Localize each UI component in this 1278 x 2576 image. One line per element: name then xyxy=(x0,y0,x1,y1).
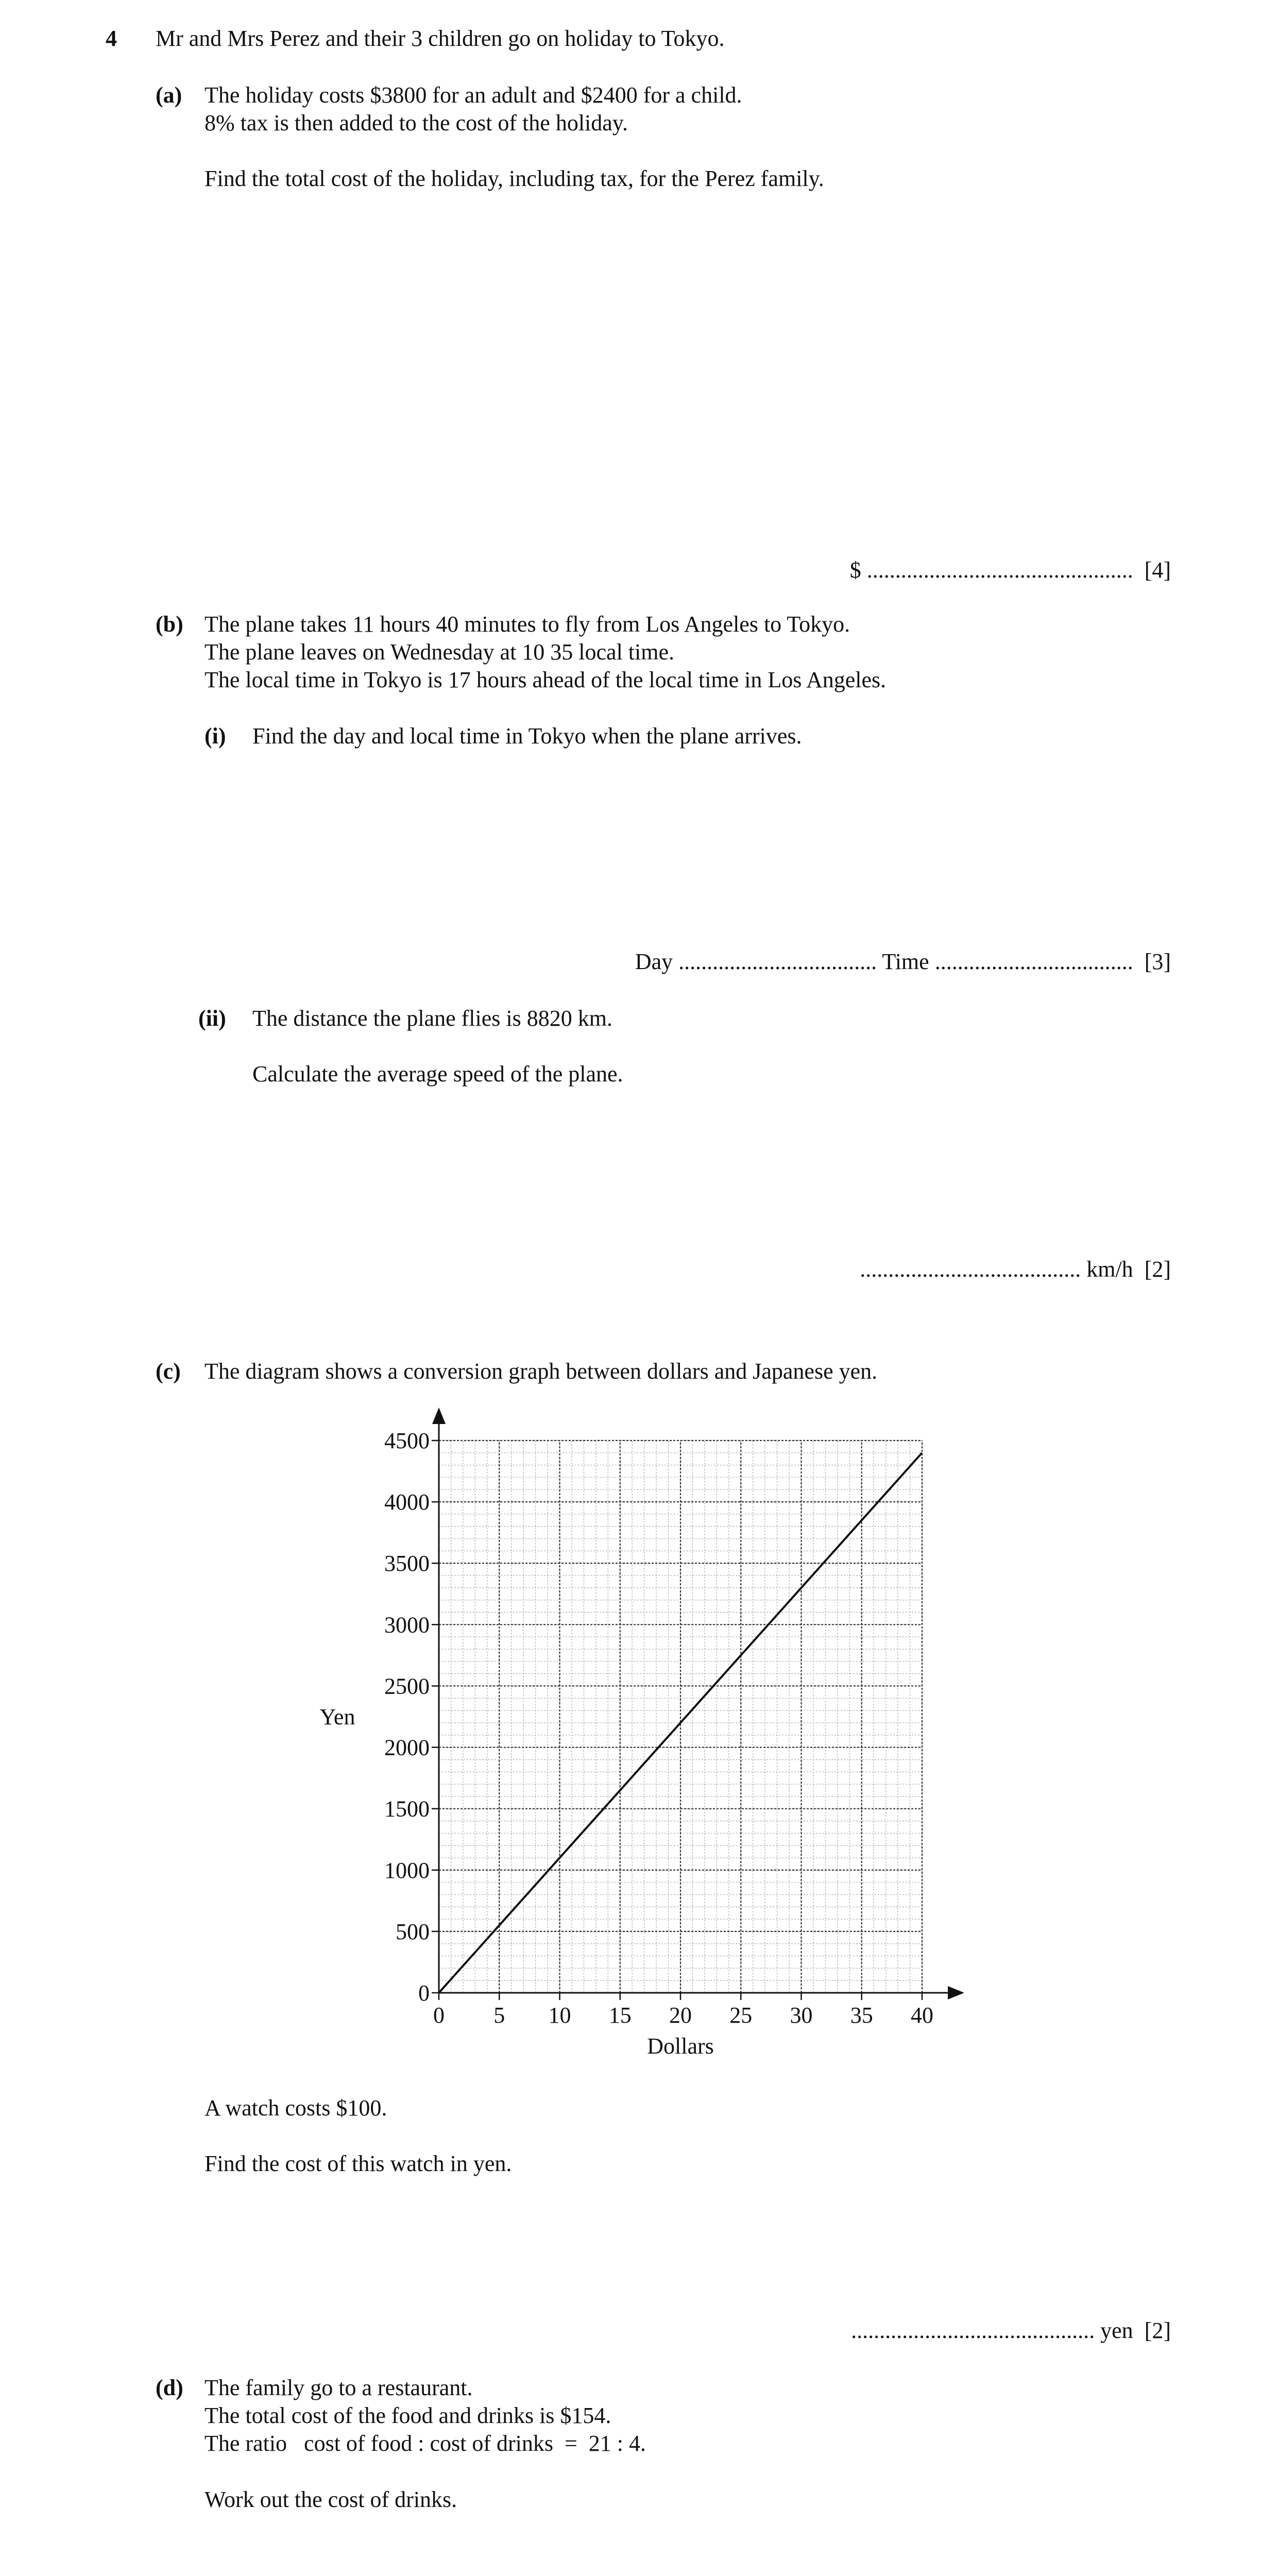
conversion-graph xyxy=(299,1401,1020,2071)
time-answer-space[interactable]: ................................... xyxy=(934,949,1133,974)
x-tick-label: 15 xyxy=(608,2003,632,2028)
y-tick-label: 2000 xyxy=(384,1735,430,1760)
question-number: 4 xyxy=(106,26,117,51)
x-tick-label: 25 xyxy=(729,2003,753,2028)
part-a-answer-line xyxy=(850,556,1171,584)
answer-space[interactable]: ............................................... xyxy=(866,557,1133,583)
part-a-label: (a) xyxy=(156,82,182,108)
x-axis-label: Dollars xyxy=(647,2033,714,2059)
part-a-task: Find the total cost of the holiday, including tax, for the Perez family. xyxy=(205,166,824,191)
answer-space[interactable]: ........................................... xyxy=(851,2318,1095,2343)
unit: km/h xyxy=(1086,1257,1133,1282)
part-c-label: (c) xyxy=(156,1359,181,1384)
part-b-i-label: (i) xyxy=(205,723,226,749)
x-tick-label: 5 xyxy=(493,2003,505,2028)
marks: [4] xyxy=(1144,557,1171,583)
part-b-ii-task: Calculate the average speed of the plane. xyxy=(252,1061,623,1087)
part-b-label: (b) xyxy=(156,612,183,637)
y-tick-label: 3000 xyxy=(384,1612,430,1638)
y-tick-label: 1500 xyxy=(384,1796,430,1822)
part-b-i-task: Find the day and local time in Tokyo when the plane arrives. xyxy=(252,723,802,749)
x-tick-label: 30 xyxy=(790,2003,813,2028)
y-tick-label: 3500 xyxy=(384,1551,430,1577)
part-b-ii-label: (ii) xyxy=(198,1006,226,1031)
part-d-line-3: The ratio cost of food : cost of drinks = 21 : 4. xyxy=(205,2431,646,2456)
x-axis-arrow xyxy=(948,1986,964,1999)
y-tick-label: 4500 xyxy=(384,1428,430,1453)
part-c-line: A watch costs $100. xyxy=(205,2095,387,2121)
part-c-intro: The diagram shows a conversion graph between dollars and Japanese yen. xyxy=(205,1359,878,1384)
marks: [2] xyxy=(1144,2318,1171,2343)
part-b-line-1: The plane takes 11 hours 40 minutes to fly from Los Angeles to Tokyo. xyxy=(205,612,850,637)
x-tick-label: 35 xyxy=(850,2003,873,2028)
ticks xyxy=(384,1428,933,2028)
day-label: Day xyxy=(635,949,673,974)
part-b-ii-line: The distance the plane flies is 8820 km. xyxy=(252,1006,612,1031)
part-c-task: Find the cost of this watch in yen. xyxy=(205,2151,512,2176)
x-tick-label: 0 xyxy=(433,2003,445,2028)
marks: [2] xyxy=(1144,1257,1171,1282)
question-intro: Mr and Mrs Perez and their 3 children go on holiday to Tokyo. xyxy=(156,26,725,51)
y-tick-label: 4000 xyxy=(384,1489,430,1515)
answer-prefix: $ xyxy=(849,557,861,583)
part-a-line-2: 8% tax is then added to the cost of the holiday. xyxy=(205,110,628,135)
part-b-ii-answer-line xyxy=(860,1256,1171,1283)
x-tick-label: 40 xyxy=(911,2003,933,2028)
x-tick-label: 20 xyxy=(669,2003,692,2028)
x-tick-label: 10 xyxy=(548,2003,571,2028)
marks: [3] xyxy=(1144,949,1171,974)
part-d-line-1: The family go to a restaurant. xyxy=(205,2375,473,2400)
y-axis-arrow xyxy=(432,1408,446,1424)
part-d-line-2: The total cost of the food and drinks is $154. xyxy=(205,2403,611,2428)
answer-space[interactable]: ....................................... xyxy=(860,1257,1081,1282)
y-tick-label: 1000 xyxy=(384,1857,430,1883)
part-c-answer-line xyxy=(851,2317,1171,2345)
part-d-task: Work out the cost of drinks. xyxy=(205,2487,457,2512)
y-tick-label: 0 xyxy=(418,1980,430,2006)
unit: yen xyxy=(1100,2318,1133,2343)
time-label: Time xyxy=(882,949,929,974)
part-b-line-2: The plane leaves on Wednesday at 10 35 local time. xyxy=(205,639,675,665)
part-a-line-1: The holiday costs $3800 for an adult and $2400 for a child. xyxy=(205,82,742,108)
part-d-label: (d) xyxy=(156,2375,183,2400)
y-axis-label: Yen xyxy=(319,1704,355,1730)
part-b-i-answer-line xyxy=(635,948,1171,976)
y-tick-label: 500 xyxy=(396,1919,430,1944)
day-answer-space[interactable]: ................................... xyxy=(678,949,877,974)
y-tick-label: 2500 xyxy=(384,1673,430,1699)
part-b-line-3: The local time in Tokyo is 17 hours ahead of the local time in Los Angeles. xyxy=(205,667,887,692)
